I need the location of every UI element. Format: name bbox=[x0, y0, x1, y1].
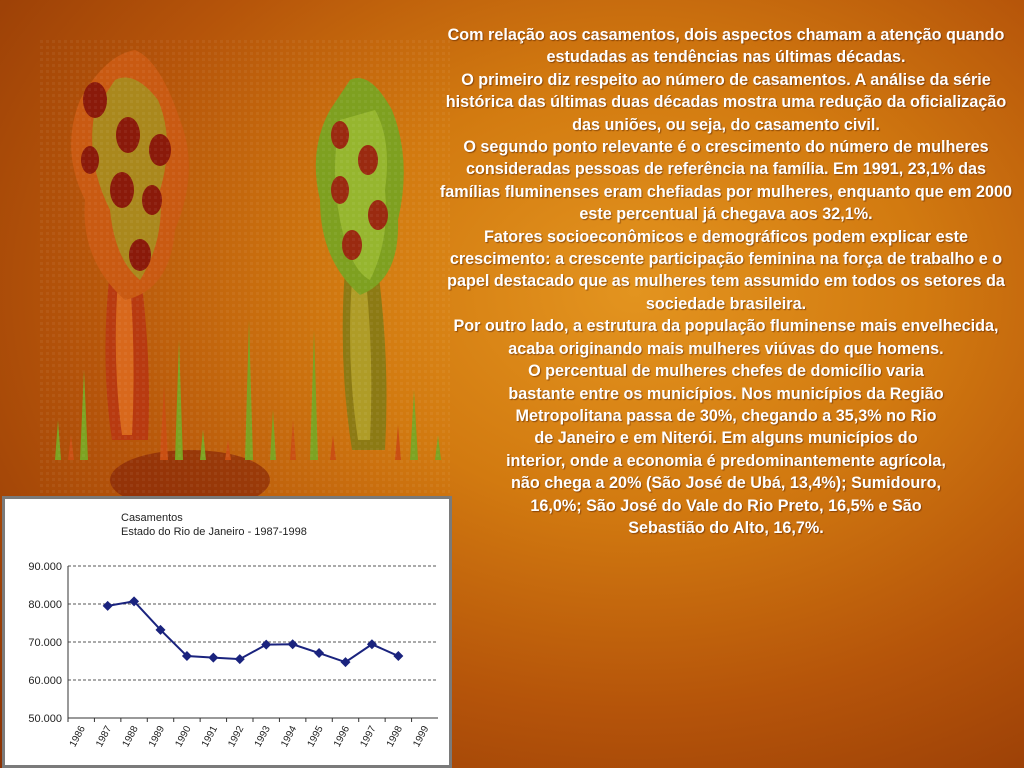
paragraph-4: Fatores socioeconômicos e demográficos podem explicar este crescimento: a crescente participação feminina na força de trabalho e o papel destacado que as mulheres tem assumido em todos os setores da sociedade brasileira. bbox=[447, 227, 1005, 313]
series-line bbox=[108, 601, 399, 662]
x-tick-label: 1998 bbox=[384, 724, 406, 750]
paragraph-3: O segundo ponto relevante é o crescimento do número de mulheres consideradas pessoas de referência na família. Em 1991, 23,1% das famílias fluminenses eram chefiadas por mulheres, enquanto que em 2000 este percentual já chegava aos 32,1%. bbox=[439, 138, 1013, 224]
y-tick-label: 90.000 bbox=[28, 561, 62, 573]
x-tick-label: 1987 bbox=[94, 724, 115, 750]
chart-subtitle: Estado do Rio de Janeiro - 1987-1998 bbox=[121, 526, 307, 538]
x-tick-label: 1997 bbox=[358, 724, 379, 750]
data-point bbox=[208, 653, 218, 663]
trees-image bbox=[40, 40, 450, 510]
marriages-chart bbox=[2, 496, 452, 768]
data-point bbox=[314, 648, 324, 658]
chart-plot bbox=[5, 499, 449, 765]
y-tick-label: 50.000 bbox=[28, 713, 62, 725]
chart-title: Casamentos bbox=[121, 512, 183, 524]
paragraph-1: Com relação aos casamentos, dois aspectos chamam a atenção quando estudadas as tendências nas últimas décadas. bbox=[447, 26, 1005, 67]
data-point bbox=[288, 639, 298, 649]
y-tick-label: 60.000 bbox=[28, 675, 62, 687]
y-tick-label: 70.000 bbox=[28, 637, 62, 649]
x-tick-label: 1992 bbox=[226, 724, 247, 750]
decorative-trees-illustration bbox=[40, 40, 450, 510]
slide-text bbox=[436, 24, 1016, 539]
x-tick-label: 1994 bbox=[279, 724, 300, 750]
y-tick-label: 80.000 bbox=[28, 599, 62, 611]
data-point bbox=[393, 651, 403, 661]
x-tick-label: 1996 bbox=[331, 724, 353, 750]
x-tick-label: 1988 bbox=[120, 724, 141, 750]
x-tick-label: 1990 bbox=[173, 724, 194, 750]
paragraph-5: Por outro lado, a estrutura da população fluminense mais envelhecida, acaba originando mais mulheres viúvas do que homens. bbox=[453, 317, 999, 358]
x-tick-label: 1991 bbox=[199, 724, 221, 750]
data-point bbox=[103, 601, 113, 611]
x-tick-label: 1986 bbox=[67, 724, 88, 750]
x-tick-label: 1999 bbox=[411, 724, 432, 750]
paragraph-2: O primeiro diz respeito ao número de casamentos. A análise da série histórica das últimas duas décadas mostra uma redução da oficialização das uniões, ou seja, do casamento civil. bbox=[445, 70, 1007, 134]
data-point bbox=[235, 654, 245, 664]
paragraph-6: O percentual de mulheres chefes de domicílio varia bastante entre os municípios. Nos municípios da Região Metropolitana passa de 30%, chegando a 35,3% no Rio de Janeiro e em Niterói. Em alguns municípios do interior, onde a economia é predominantemente agrícola, não chega a 20% (São José de Ubá, 13,4%); Sumidouro, 16,0%; São José do Vale do Rio Preto, 16,5% e São Sebastião do Alto, 16,7%. bbox=[506, 362, 946, 537]
x-tick-label: 1989 bbox=[146, 724, 168, 750]
x-tick-label: 1995 bbox=[305, 724, 326, 750]
x-tick-label: 1993 bbox=[252, 724, 273, 750]
data-point bbox=[261, 640, 271, 650]
